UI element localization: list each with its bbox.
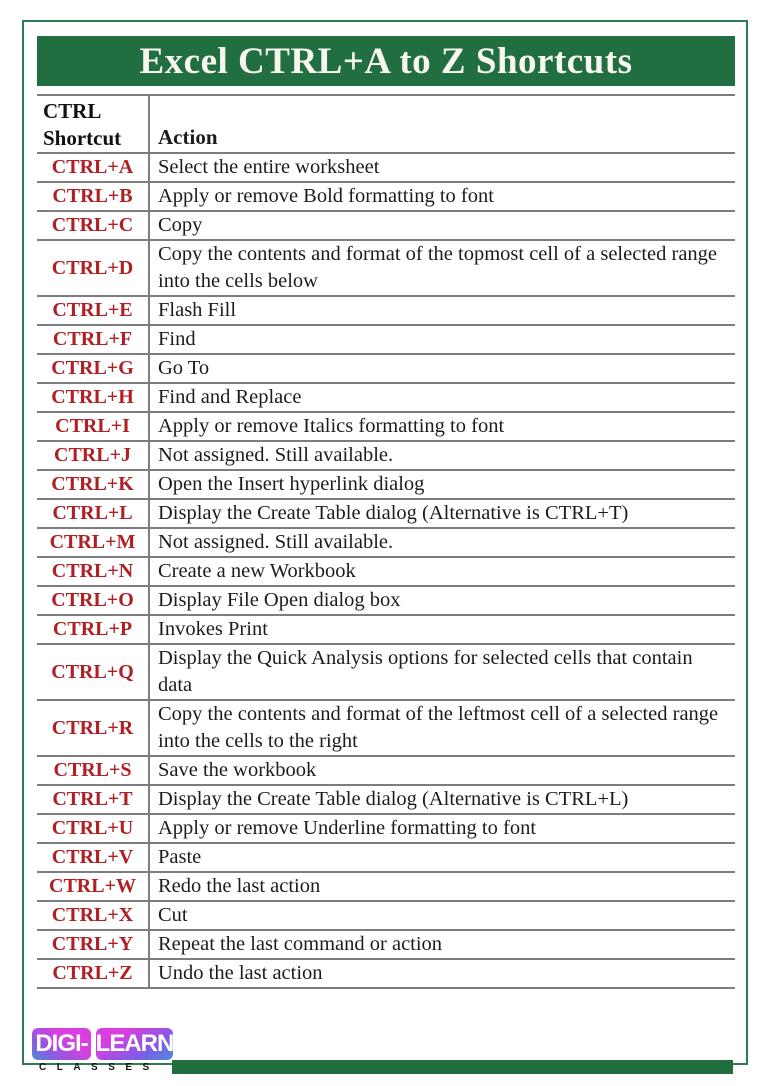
action-cell-wrap [150,587,735,614]
table-row [37,757,735,786]
shortcut-cell: CTRL+P [37,616,150,643]
shortcut-cell: CTRL+C [37,212,150,239]
shortcut-cell: CTRL+B [37,183,150,210]
table-row [37,384,735,413]
action-cell-wrap [150,960,735,987]
action-cell: Copy the contents and format of the topmost cell of a selected range into the cells below [158,243,718,292]
table-row [37,471,735,500]
logo-classes-text: CLASSES [39,1062,160,1073]
logo-learn-box [96,1028,173,1060]
shortcut-cell: CTRL+U [37,815,150,842]
table-row [37,645,735,701]
action-cell: Undo the last action [158,962,323,984]
table-row [37,786,735,815]
footer-green-bar [172,1060,733,1074]
action-cell: Select the entire worksheet [158,156,380,178]
shortcut-cell: CTRL+F [37,326,150,353]
action-cell: Flash Fill [158,299,237,321]
shortcut-cell: CTRL+G [37,355,150,382]
table-row [37,183,735,212]
action-cell: Redo the last action [158,875,321,897]
action-cell-wrap [150,500,735,527]
table-row [37,931,735,960]
action-cell-wrap [150,355,735,382]
action-cell: Apply or remove Underline formatting to font [158,817,537,839]
action-cell: Not assigned. Still available. [158,531,394,553]
header-shortcut-column: CTRL Shortcut [37,96,150,152]
action-cell: Cut [158,904,188,926]
action-cell-wrap [150,786,735,813]
shortcut-cell: CTRL+D [37,241,150,295]
table-row [37,616,735,645]
action-cell-wrap [150,183,735,210]
action-cell: Display the Create Table dialog (Alternative is CTRL+T) [158,502,629,524]
action-cell-wrap [150,326,735,353]
table-row [37,442,735,471]
shortcut-cell: CTRL+S [37,757,150,784]
action-cell-wrap [150,241,735,295]
action-cell-wrap [150,645,735,699]
action-cell: Repeat the last command or action [158,933,443,955]
table-row [37,902,735,931]
shortcut-cell: CTRL+J [37,442,150,469]
action-cell: Find and Replace [158,386,302,408]
table-row [37,844,735,873]
table-row [37,297,735,326]
shortcut-cell: CTRL+T [37,786,150,813]
logo-digi-box [32,1028,91,1060]
shortcut-cell: CTRL+M [37,529,150,556]
shortcut-cell: CTRL+Y [37,931,150,958]
shortcut-cell: CTRL+V [37,844,150,871]
table-row [37,326,735,355]
table-row [37,529,735,558]
header-action-column [150,96,735,152]
table-row [37,241,735,297]
shortcut-cell: CTRL+Q [37,645,150,699]
table-row [37,500,735,529]
action-cell: Copy the contents and format of the leftmost cell of a selected range into the cells to the right [158,703,719,752]
logo-learn-text: LEARN [95,1030,174,1057]
logo-digi-text: DIGI- [35,1030,88,1057]
footer [24,1004,746,1073]
action-cell: Create a new Workbook [158,560,356,582]
action-cell-wrap [150,844,735,871]
action-cell: Apply or remove Italics formatting to font [158,415,505,437]
action-cell-wrap [150,471,735,498]
table-row [37,873,735,902]
action-cell-wrap [150,815,735,842]
action-cell-wrap [150,701,735,755]
shortcuts-table [37,94,735,989]
page-border [22,20,748,1073]
shortcut-cell: CTRL+X [37,902,150,929]
action-cell-wrap [150,873,735,900]
action-cell: Copy [158,214,203,236]
action-cell: Not assigned. Still available. [158,444,394,466]
table-row [37,587,735,616]
shortcut-cell: CTRL+E [37,297,150,324]
shortcut-cell: CTRL+O [37,587,150,614]
table-row [37,212,735,241]
action-cell-wrap [150,616,735,643]
shortcut-cell: CTRL+A [37,154,150,181]
table-header-row [37,96,735,154]
page-title: Excel CTRL+A to Z Shortcuts [139,40,633,82]
shortcut-cell: CTRL+R [37,701,150,755]
table-row [37,960,735,989]
table-row [37,815,735,844]
shortcut-cell: CTRL+I [37,413,150,440]
action-cell-wrap [150,757,735,784]
title-banner [37,36,735,86]
shortcuts-table-body [37,154,735,989]
table-row [37,154,735,183]
action-cell: Display the Quick Analysis options for selected cells that contain data [158,647,693,696]
action-cell: Apply or remove Bold formatting to font [158,185,494,207]
shortcut-cell: CTRL+K [37,471,150,498]
table-row [37,413,735,442]
action-cell: Find [158,328,196,350]
action-cell: Open the Insert hyperlink dialog [158,473,425,495]
digi-learn-logo [32,1028,177,1073]
action-cell: Save the workbook [158,759,317,781]
action-cell-wrap [150,212,735,239]
header-action-label: Action [158,125,218,149]
table-row [37,355,735,384]
action-cell-wrap [150,902,735,929]
shortcut-cell: CTRL+Z [37,960,150,987]
action-cell: Go To [158,357,210,379]
action-cell-wrap [150,558,735,585]
logo-boxes [32,1028,177,1060]
shortcut-cell: CTRL+L [37,500,150,527]
table-row [37,558,735,587]
shortcut-cell: CTRL+W [37,873,150,900]
action-cell-wrap [150,442,735,469]
action-cell: Display the Create Table dialog (Alternative is CTRL+L) [158,788,629,810]
action-cell: Invokes Print [158,618,268,640]
shortcut-cell: CTRL+H [37,384,150,411]
action-cell-wrap [150,413,735,440]
action-cell-wrap [150,154,735,181]
action-cell: Paste [158,846,202,868]
action-cell-wrap [150,297,735,324]
table-row [37,701,735,757]
action-cell: Display File Open dialog box [158,589,401,611]
action-cell-wrap [150,931,735,958]
shortcut-cell: CTRL+N [37,558,150,585]
action-cell-wrap [150,529,735,556]
action-cell-wrap [150,384,735,411]
